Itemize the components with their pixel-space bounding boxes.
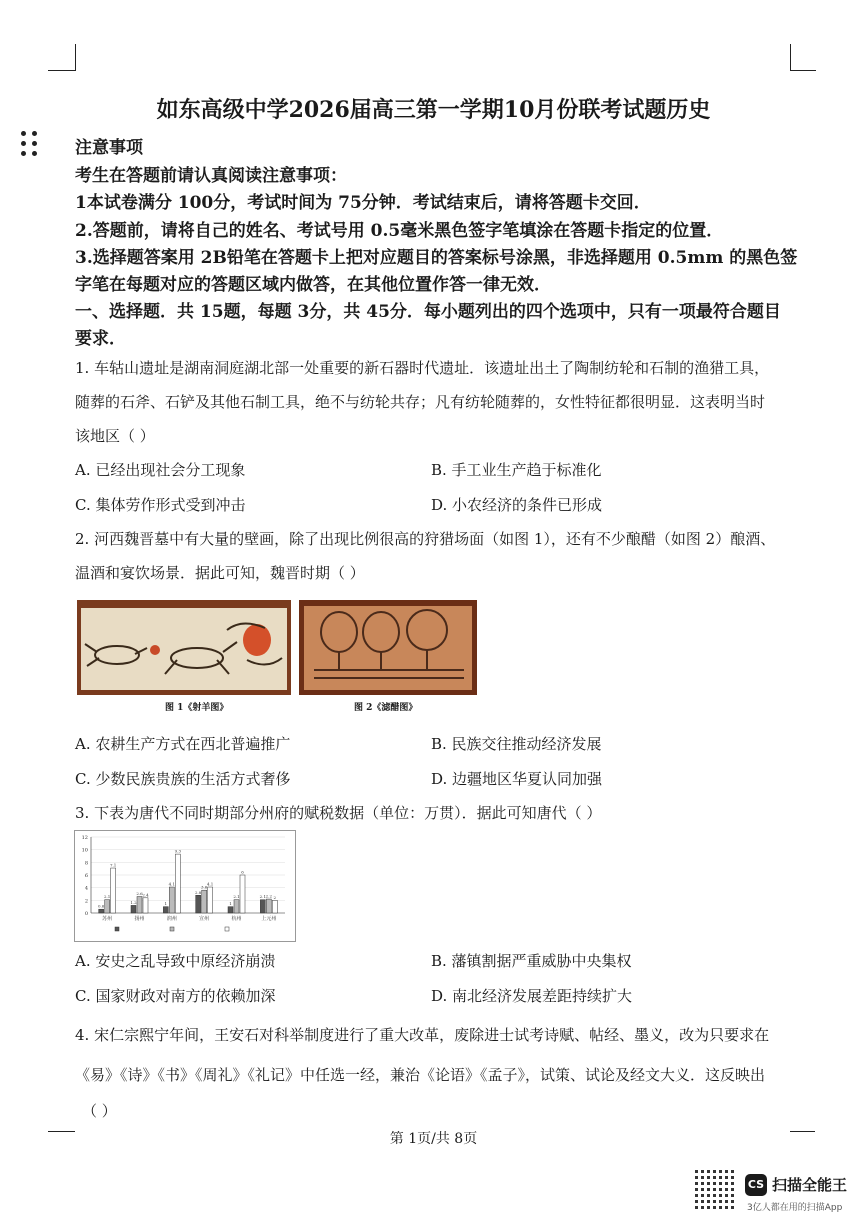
chart-bar	[208, 887, 213, 913]
chart-bar	[111, 868, 116, 913]
question-2-text: 2. 河西魏晋墓中有大量的壁画，除了出现比例很高的狩猎场面（如图 1），还有不少酿醋（如图 2）酿酒、	[75, 530, 776, 548]
page-number: 第 1页/共 8页	[389, 1131, 478, 1147]
question-1-text: 该地区（ ）	[75, 427, 155, 445]
chart-data-label: 1.2	[130, 899, 137, 905]
chart-data-label: 2.1	[233, 894, 240, 900]
chart-bar	[228, 907, 233, 913]
chart-y-tick-label: 0	[84, 911, 88, 917]
chart-legend-swatch	[115, 927, 119, 931]
question-4-text: 《易》《诗》《书》《周礼》《礼记》中任选一经，兼治《论语》《孟子》，试策、试论及经文大义．这反映出	[75, 1066, 766, 1084]
notice-heading: 注意事项	[75, 138, 143, 158]
chart-data-label: 2.1	[103, 894, 111, 900]
chart-legend-swatch	[170, 927, 174, 931]
section-heading: 要求．	[75, 329, 126, 349]
question-3-text: 3. 下表为唐代不同时期部分州府的赋税数据（单位：万贯）．据此可知唐代（ ）	[75, 804, 602, 822]
chart-data-label: 2.6	[136, 891, 143, 897]
chart-bar	[105, 900, 110, 913]
chart-x-tick-label: 宣州	[199, 916, 210, 922]
chart-bar	[266, 899, 271, 913]
q1-option-b[interactable]: B. 手工业生产趋于标准化	[431, 461, 602, 479]
chart-data-label: 2.8	[194, 889, 202, 895]
q3-option-c[interactable]: C. 国家财政对南方的依赖加深	[75, 987, 276, 1005]
chart-bar	[240, 875, 245, 913]
q2-option-a[interactable]: A. 农耕生产方式在西北普遍推广	[75, 735, 291, 753]
q3-option-b[interactable]: B. 藩镇割据严重威胁中央集权	[431, 952, 632, 970]
chart-bar	[143, 898, 148, 913]
chart-bar	[260, 900, 265, 913]
chart-data-label: 2	[273, 894, 277, 900]
chart-bar	[234, 900, 239, 913]
qr-code-icon	[695, 1170, 737, 1212]
question-4-text: （ ）	[82, 1102, 117, 1120]
chart-data-label: 4.1	[168, 881, 176, 887]
figure-1-caption: 图 1《射羊图》	[165, 703, 229, 713]
chart-legend-swatch	[225, 927, 229, 931]
notice-line: 2.答题前，请将自己的姓名、考试号用 0.5毫米黑色签字笔填涂在答题卡指定的位置．	[75, 221, 724, 241]
chart-data-label: 1	[164, 901, 168, 907]
figure-1-hunting-mural	[77, 600, 291, 695]
question-1-text: 随葬的石斧、石铲及其他石制工具，绝不与纺轮共存；凡有纺轮随葬的，女性特征都很明显．这表明当时	[75, 393, 766, 411]
q2-option-b[interactable]: B. 民族交往推动经济发展	[431, 735, 602, 753]
question-1-text: 1. 车轱山遗址是湖南洞庭湖北部一处重要的新石器时代遗址．该遗址出土了陶制纺轮和石制的渔猎工具，	[75, 359, 770, 377]
chart-bar	[163, 907, 168, 913]
chart-x-tick-label: 润州	[166, 916, 177, 922]
section-heading: 一、选择题．共 15题，每题 3分，共 45分．每小题列出的四个选项中，只有一项最符合题目	[75, 302, 781, 322]
chart-data-label: 1	[229, 901, 232, 907]
tax-data-chart	[74, 830, 296, 942]
chart-bar	[169, 887, 174, 913]
chart-bar	[99, 909, 104, 913]
chart-y-tick-label: 10	[81, 847, 88, 854]
camscanner-logo-icon: CS	[745, 1174, 767, 1196]
crop-mark-top-right	[790, 44, 816, 71]
watermark-tagline: 3亿人都在用的扫描App	[747, 1203, 843, 1213]
q2-option-d[interactable]: D. 边疆地区华夏认同加强	[431, 770, 603, 788]
chart-data-label: 2.2	[265, 893, 273, 899]
chart-data-label: 3.6	[200, 884, 208, 890]
chart-y-tick-label: 12	[81, 835, 88, 841]
chart-x-tick-label: 扬州	[134, 916, 145, 922]
chart-data-label: 7.1	[109, 862, 117, 868]
chart-y-tick-label: 8	[84, 860, 88, 867]
chart-x-tick-label: 杭州	[231, 916, 242, 922]
chart-x-tick-label: 上元州	[261, 916, 277, 922]
question-2-text: 温酒和宴饮场景．据此可知，魏晋时期（ ）	[75, 564, 365, 582]
watermark-app-name: 扫描全能王	[772, 1176, 848, 1194]
chart-data-label: 6	[241, 869, 244, 875]
drag-handle-icon[interactable]	[21, 131, 39, 157]
chart-bar	[131, 905, 136, 913]
chart-bar	[196, 895, 201, 913]
chart-y-tick-label: 2	[84, 898, 88, 905]
figure-2-vinegar-mural	[299, 600, 477, 695]
chart-bar	[272, 900, 277, 913]
chart-y-tick-label: 6	[84, 873, 88, 879]
notice-line: 考生在答题前请认真阅读注意事项：	[75, 166, 347, 186]
chart-data-label: 9.3	[174, 848, 182, 854]
chart-bar	[137, 897, 142, 913]
q1-option-a[interactable]: A. 已经出现社会分工现象	[75, 461, 246, 479]
notice-line: 1本试卷满分 100分，考试时间为 75分钟．考试结束后，请将答题卡交回．	[75, 193, 651, 213]
chart-y-tick-label: 4	[84, 885, 88, 892]
crop-mark-top-left	[48, 44, 76, 71]
q3-option-a[interactable]: A. 安史之乱导致中原经济崩溃	[75, 952, 276, 970]
q1-option-c[interactable]: C. 集体劳作形式受到冲击	[75, 496, 246, 514]
notice-line: 字笔在每题对应的答题区域内做答，在其他位置作答一律无效．	[75, 275, 551, 295]
question-4-text: 4. 宋仁宗熙宁年间，王安石对科举制度进行了重大改革，废除进士试考诗赋、帖经、墨义，改为只要求在	[75, 1026, 770, 1044]
figure-2-caption: 图 2《滤醋图》	[354, 703, 418, 713]
notice-line: 3.选择题答案用 2B铅笔在答题卡上把对应题目的答案标号涂黑，非选择题用 0.5mm 的黑色签	[75, 248, 798, 268]
chart-x-tick-label: 苏州	[102, 916, 113, 922]
chart-bar	[202, 890, 207, 913]
chart-bar	[175, 854, 180, 913]
q1-option-d[interactable]: D. 小农经济的条件已形成	[431, 496, 603, 514]
chart-data-label: 2.1	[259, 894, 267, 900]
chart-data-label: 2.4	[142, 892, 149, 898]
chart-data-label: 4.1	[206, 881, 214, 887]
chart-data-label: 0.6	[97, 903, 105, 909]
q3-option-d[interactable]: D. 南北经济发展差距持续扩大	[431, 987, 633, 1005]
page-title: 如东高级中学2026届高三第一学期10月份联考试题历史	[156, 97, 711, 123]
q2-option-c[interactable]: C. 少数民族贵族的生活方式奢侈	[75, 770, 291, 788]
